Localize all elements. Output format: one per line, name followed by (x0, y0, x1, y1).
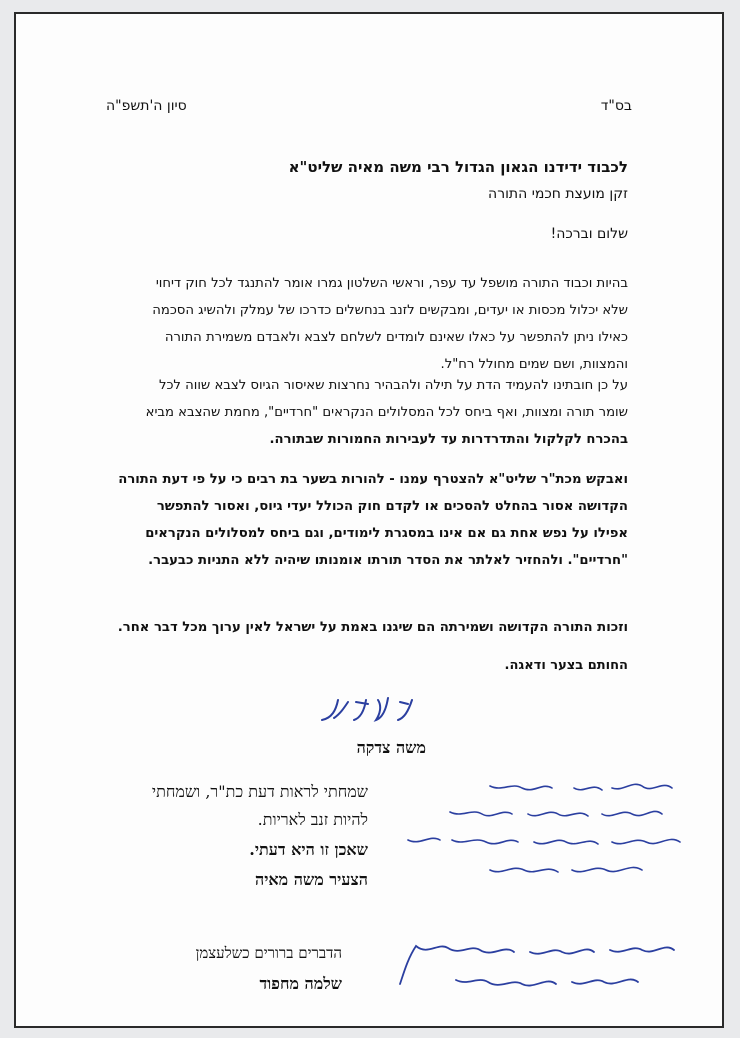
letter-date: סיון ה'תשפ"ה (106, 98, 187, 114)
handwritten-endorsement-2 (388, 928, 684, 1012)
paragraph-1 (68, 270, 628, 378)
paragraph-line: בהכרח לקלקול והתדרדרות עד לעבירות החמורות שבתורה. (269, 432, 628, 447)
paragraph-4: וזכות התורה הקדושה ושמירתה הם שיגנו באמת על ישראל לאין ערוך מכל דבר אחר. (117, 620, 628, 635)
greeting: שלום וברכה! (550, 226, 628, 242)
closing-line: החותם בצער ודאגה. (504, 658, 628, 673)
recipient-line-1: לכבוד ידידנו הגאון הגדול רבי משה מאיה שליט"א (288, 158, 628, 176)
recipient-line-2: זקן מועצת חכמי התורה (488, 186, 628, 202)
handwritten-note (362, 770, 692, 910)
paragraph-line: ואבקש מכת"ר שליט"א להצטרף עמנו - להורות בשער בת רבים כי על פי דעת התורה (118, 472, 628, 487)
letter-page (14, 12, 724, 1028)
bsd-header: בס"ד (600, 98, 632, 114)
endorsement-1-line-3: שאכן זו היא דעתי. (249, 840, 368, 859)
paragraph-line: והמצוות, ושם שמים מחולל רח"ל. (440, 357, 628, 372)
paragraph-line: "חרדיים". ולהחזיר לאלתר את הסדר תורתו אומנותו שיהיה ללא התניות כבעבר. (148, 553, 628, 568)
paragraph-line: שומר תורה ומצוות, ואף ביחס לכל המסלולים הנקראים "חרדיים", מחמת שהצבא מביא (145, 405, 628, 420)
endorsement-2-line-1: הדברים ברורים כשלעצמן (195, 944, 342, 962)
paragraph-3 (68, 466, 628, 574)
endorsement-1-signer: הצעיר משה מאיה (254, 870, 368, 889)
signer-1-name: משה צדקה (356, 738, 426, 757)
paragraph-line: אפילו על נפש אחת גם אם אינו במסגרת לימודים, וגם ביחס למסלולים הנקראים (145, 526, 628, 541)
endorsement-2-signer: שלמה מחפוד (259, 974, 342, 993)
endorsement-1-line-1: שמחתי לראות דעת כת"ר, ושמחתי (151, 782, 368, 801)
paragraph-line: הקדושה אסור בהחלט להסכים או לקדם חוק הכולל יעדי גיוס, ואסור להתפשר (156, 499, 628, 514)
paragraph-line: שלא יכלול מכסות או יעדים, ומבקשים לזנב בנחשלים כדרכו של עמלק ולהשיג הסכמה (152, 303, 628, 318)
paragraph-line: על כן חובתינו להעמיד הדת על תילה ולהבהיר נחרצות שאיסור הגיוס לצבא שווה לכל (158, 378, 628, 393)
paragraph-2 (68, 372, 628, 453)
paragraph-line: כאילו ניתן להתפשר על כאלו שאינם לומדים לשלחם לצבא ולאבדם משמירת התורה (164, 330, 628, 345)
handwritten-signature-1 (308, 692, 428, 728)
paragraph-line: בהיות וכבוד התורה מושפל עד עפר, וראשי השלטון גמרו אומר להתנגד לכל חוק דיחוי (155, 276, 628, 291)
endorsement-1-line-2: להיות זנב לאריות. (257, 810, 368, 829)
